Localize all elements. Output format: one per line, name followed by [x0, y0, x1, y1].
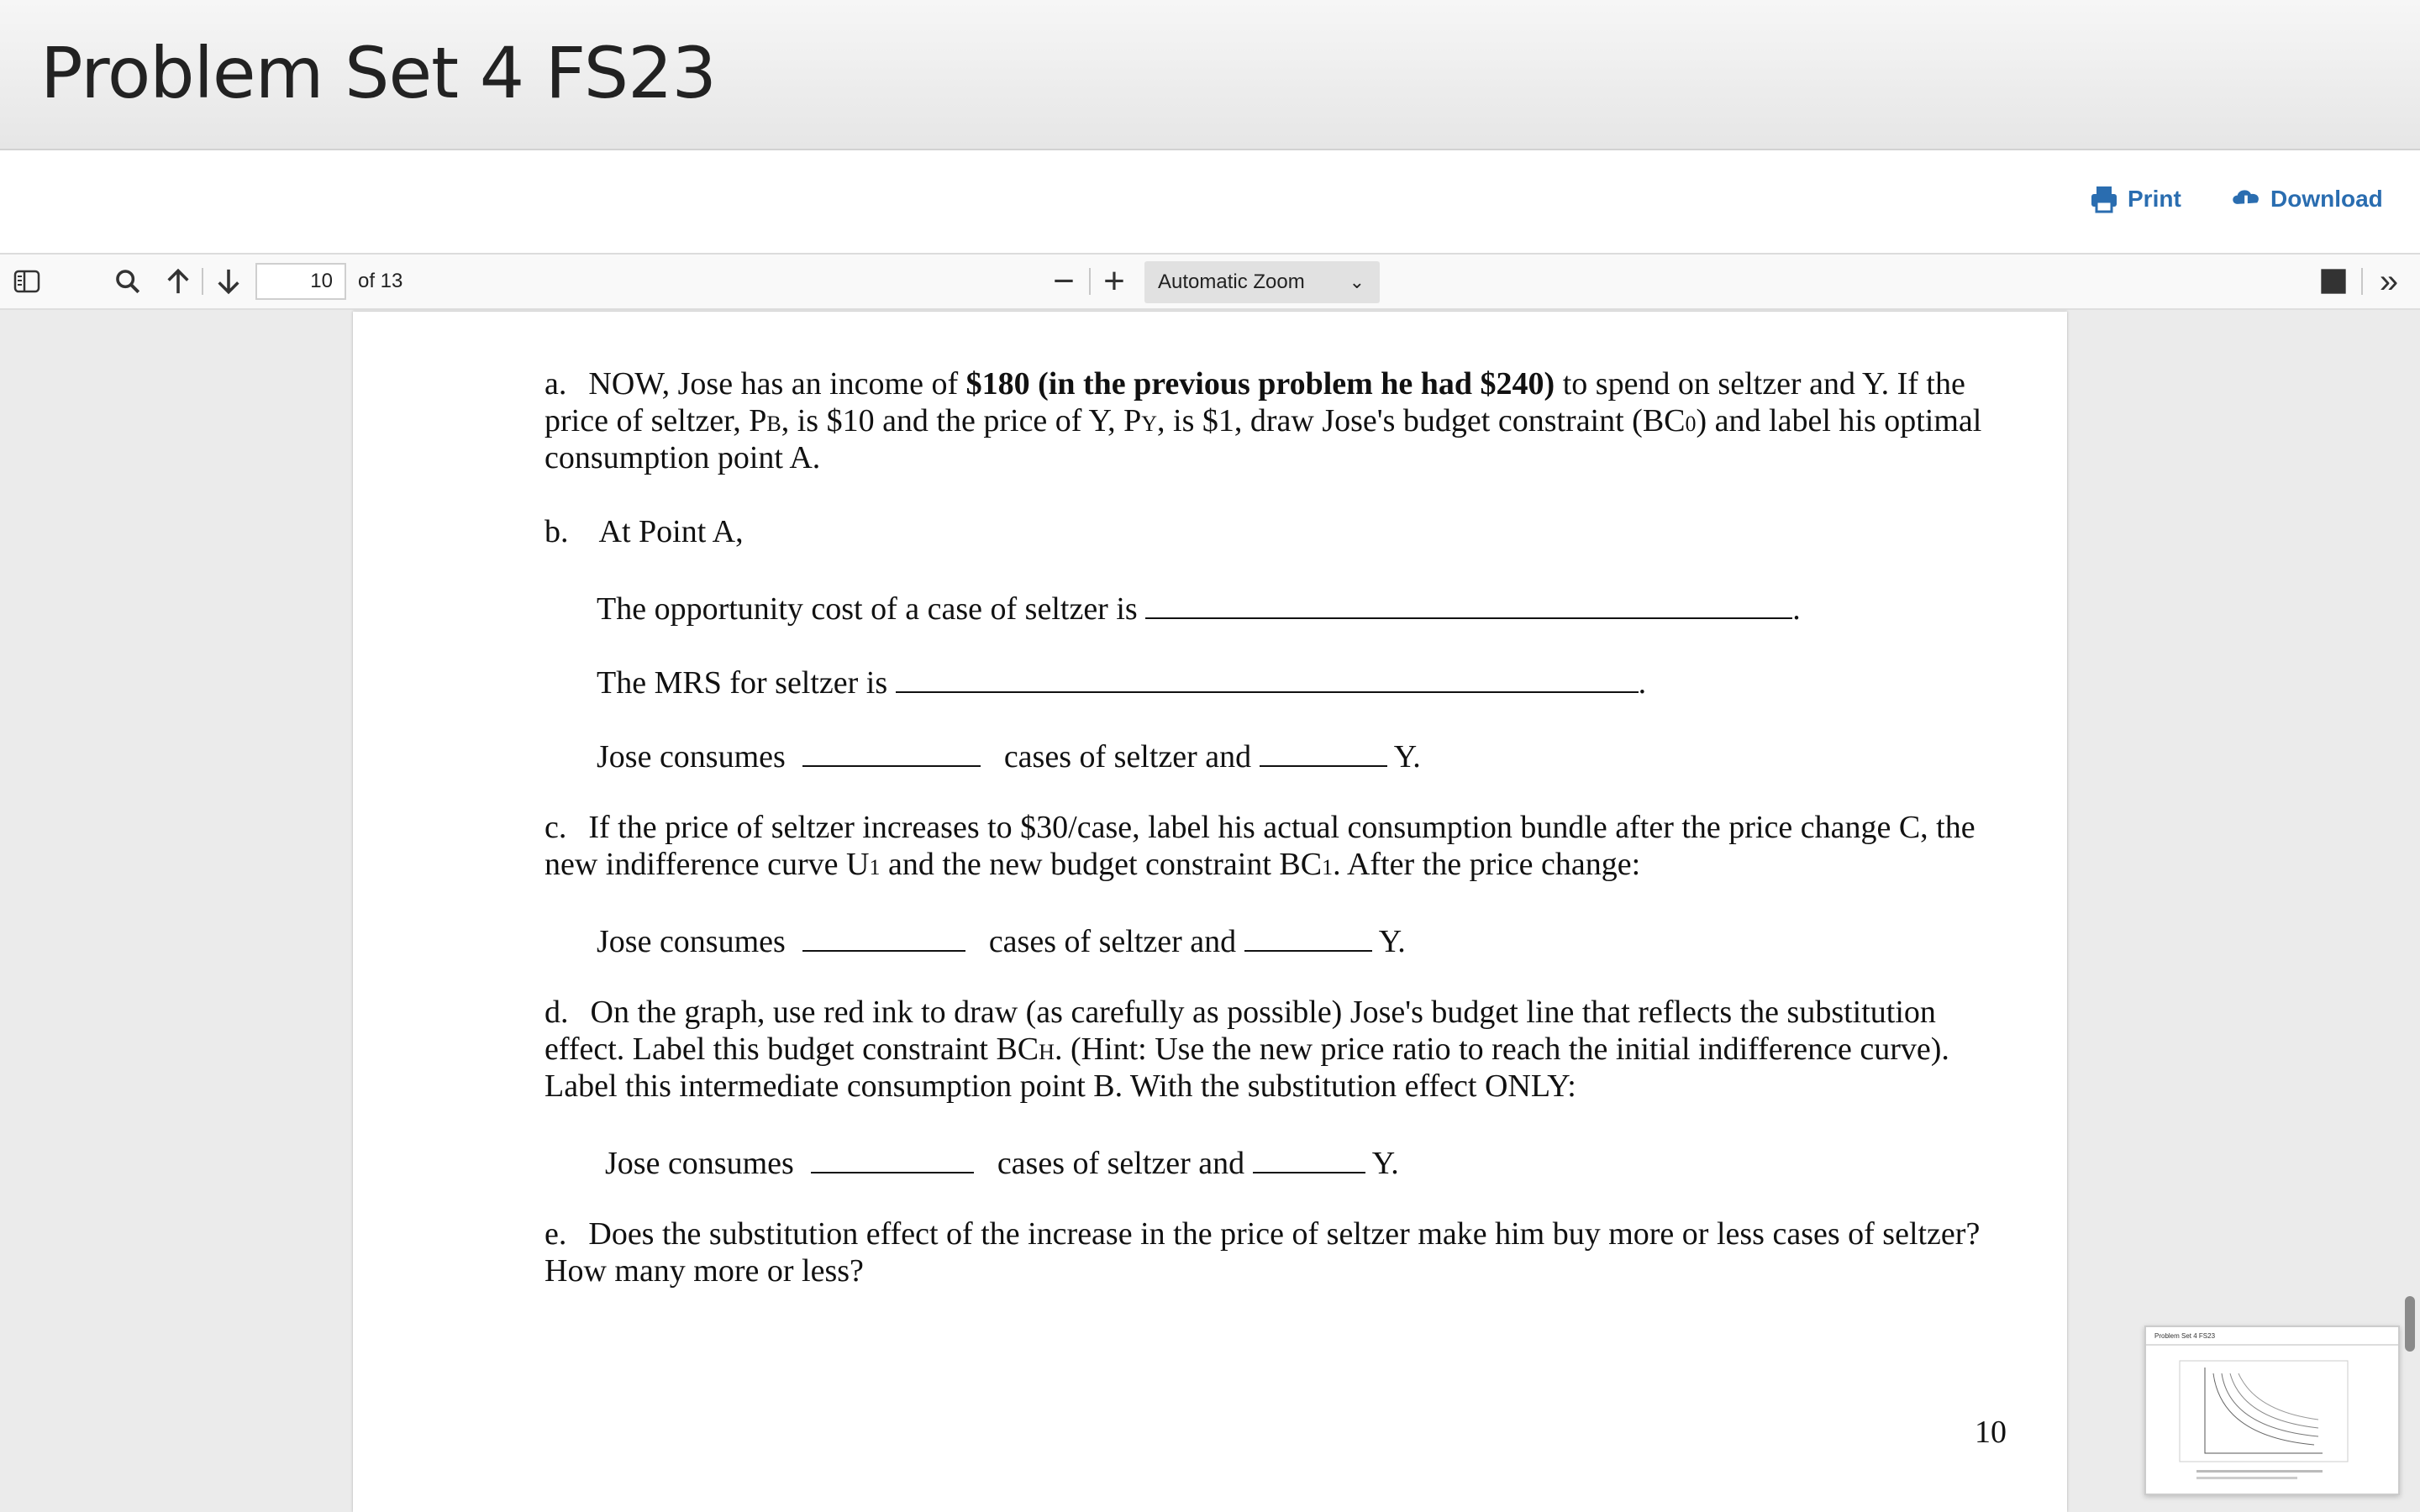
item-a-line1: a. NOW, Jose has an income of $180 (in the previous problem he had $240) to spend on seltzer and Y. If the: [544, 366, 1965, 402]
item-d-line3: Label this intermediate consumption point B. With the substitution effect ONLY:: [544, 1068, 1576, 1104]
presentation-icon: [2320, 268, 2347, 295]
item-e-line1: e. Does the substitution effect of the increase in the price of seltzer make him buy more or less cases of seltzer?: [544, 1216, 1981, 1252]
search-icon: [113, 267, 142, 296]
print-label: Print: [2128, 186, 2181, 212]
vertical-scrollbar[interactable]: [2405, 1296, 2415, 1352]
arrow-down-icon: [216, 267, 241, 296]
pdf-page: [353, 312, 2067, 1512]
consumption-at-b: Jose consumes cases of seltzer and Y.: [605, 1142, 1399, 1182]
opportunity-cost-blank[interactable]: [1145, 587, 1792, 619]
item-c-line2: new indifference curve U1 and the new budget constraint BC1. After the price change:: [544, 847, 1641, 882]
mrs-blank[interactable]: [896, 661, 1639, 693]
print-button[interactable]: [2089, 184, 2181, 214]
y-at-b-blank[interactable]: [1253, 1142, 1365, 1173]
zoom-select[interactable]: [1144, 261, 1380, 303]
document-viewer[interactable]: [0, 310, 2420, 1512]
chevron-down-icon: ⌄: [1349, 271, 1365, 292]
page-thumbnail[interactable]: [2144, 1326, 2400, 1495]
zoom-out-button[interactable]: −: [1053, 260, 1075, 302]
page-count-label: of 13: [358, 270, 403, 292]
pdf-toolbar: [0, 255, 2420, 310]
page-number: 10: [1975, 1415, 2007, 1450]
action-bar: [0, 150, 2420, 255]
item-b-heading: b. At Point A,: [544, 514, 744, 549]
next-page-button[interactable]: [212, 263, 245, 300]
sidebar-icon: [13, 270, 40, 293]
item-a-line2: price of seltzer, PB, is $10 and the price of Y, PY, is $1, draw Jose's budget constraint (BC0) and label his optimal: [544, 403, 1982, 438]
toolbar-separator: [1089, 268, 1091, 295]
toolbar-separator: [202, 268, 203, 295]
item-c-line1: c. If the price of seltzer increases to $30/case, label his actual consumption bundle after the price change C, the: [544, 810, 1975, 845]
item-d-line1: d. On the graph, use red ink to draw (as carefully as possible) Jose's budget line that reflects the substitution: [544, 995, 1936, 1030]
y-at-c-blank[interactable]: [1244, 920, 1372, 952]
item-e-line2: How many more or less?: [544, 1253, 864, 1289]
mrs-question: The MRS for seltzer is .: [597, 661, 1646, 701]
arrow-up-icon: [166, 267, 191, 296]
toolbar-separator: [2361, 268, 2363, 295]
thumbnail-graph: [2146, 1327, 2398, 1494]
zoom-select-label: Automatic Zoom: [1158, 270, 1305, 293]
find-button[interactable]: [111, 263, 145, 300]
y-at-a-blank[interactable]: [1260, 735, 1387, 767]
seltzer-at-b-blank[interactable]: [811, 1142, 974, 1173]
printer-icon: [2089, 184, 2119, 214]
seltzer-at-c-blank[interactable]: [802, 920, 965, 952]
document-title: Problem Set 4 FS23: [40, 32, 716, 114]
tools-menu-button[interactable]: »: [2379, 262, 2399, 300]
opportunity-cost-question: The opportunity cost of a case of seltzer is .: [597, 587, 1801, 627]
previous-page-button[interactable]: [161, 263, 195, 300]
consumption-at-a: Jose consumes cases of seltzer and Y.: [597, 735, 1421, 775]
page-number-input[interactable]: 10: [255, 263, 346, 300]
item-a-line3: consumption point A.: [544, 440, 821, 475]
download-button[interactable]: [2230, 184, 2383, 214]
presentation-mode-button[interactable]: [2319, 263, 2348, 300]
item-d-line2: effect. Label this budget constraint BCH. (Hint: Use the new price ratio to reach the initial indifference curve).: [544, 1032, 1949, 1067]
title-bar: [0, 0, 2420, 150]
sidebar-toggle-button[interactable]: [10, 263, 44, 300]
consumption-at-c: Jose consumes cases of seltzer and Y.: [597, 920, 1406, 960]
download-label: Download: [2270, 186, 2383, 212]
cloud-download-icon: [2230, 184, 2262, 214]
seltzer-at-a-blank[interactable]: [802, 735, 981, 767]
zoom-in-button[interactable]: +: [1103, 260, 1125, 302]
thumbnail-title: Problem Set 4 FS23: [2154, 1332, 2216, 1340]
